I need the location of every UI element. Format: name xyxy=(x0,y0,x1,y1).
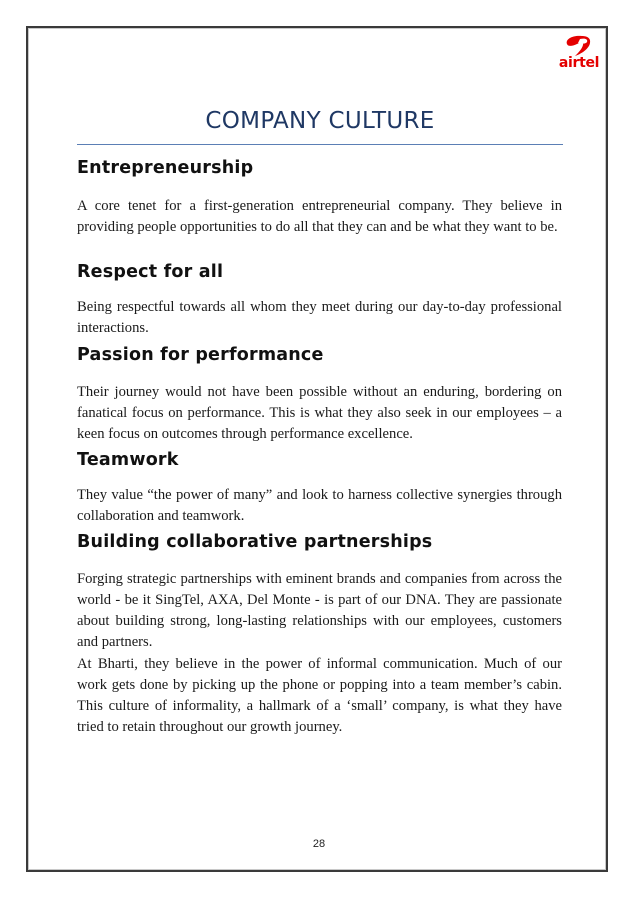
paragraph-partnerships: Forging strategic partnerships with eminent brands and companies from across the world - be it SingTel, AXA, Del Monte - is part of our DNA. They are passionate about building strong, long-lasting relationships with our employees, customers and partners. xyxy=(77,571,562,650)
heading-building-collaborative-partnerships: Building collaborative partnerships xyxy=(77,532,433,552)
paragraph-entrepreneurship: A core tenet for a first-generation entrepreneurial company. They believe in providing people opportunities to do all that they can and be what they want to be. xyxy=(77,198,562,235)
airtel-logo xyxy=(551,30,607,78)
airtel-logo-text: airtel xyxy=(558,55,600,71)
paragraph-passion-for-performance: Their journey would not have been possible without an enduring, bordering on fanatical focus on performance. This is what they also seek in our employees – a keen focus on outcomes through performance excellence. xyxy=(77,384,562,442)
heading-teamwork: Teamwork xyxy=(77,450,179,470)
paragraph-teamwork: They value “the power of many” and look to harness collective synergies through collaboration and teamwork. xyxy=(77,487,562,524)
page-border xyxy=(26,26,608,872)
page-title: COMPANY CULTURE xyxy=(205,108,435,134)
title-underline xyxy=(77,144,563,145)
paragraph-informal-communication: At Bharti, they believe in the power of informal communication. Much of our work gets done by picking up the phone or popping into a team member’s cabin. This culture of informality, a hallmark of a ‘small’ company, is what they have tried to retain throughout our growth journey. xyxy=(77,656,562,735)
airtel-logo-icon xyxy=(551,30,607,58)
paragraph-respect-for-all: Being respectful towards all whom they meet during our day-to-day professional interactions. xyxy=(77,299,562,336)
heading-passion-for-performance: Passion for performance xyxy=(77,345,324,365)
heading-respect-for-all: Respect for all xyxy=(77,262,224,282)
page-number: 28 xyxy=(312,838,326,850)
heading-entrepreneurship: Entrepreneurship xyxy=(77,158,254,178)
